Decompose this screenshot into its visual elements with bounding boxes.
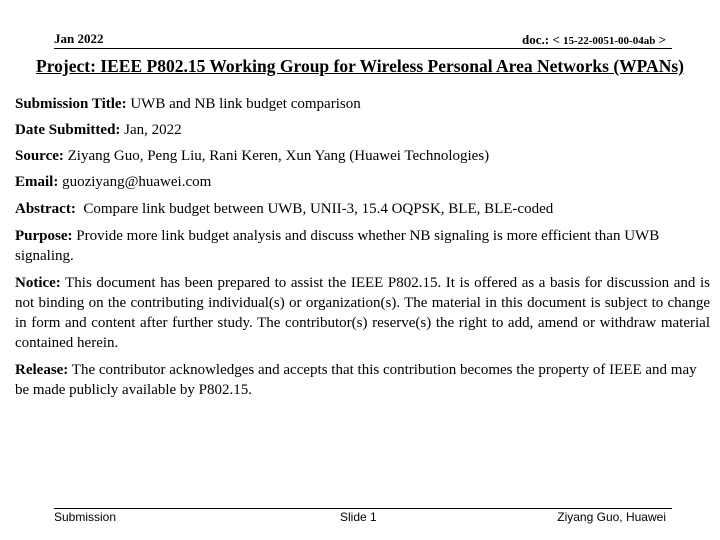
- date-submitted-label: Date Submitted:: [15, 122, 121, 138]
- source-value: Ziyang Guo, Peng Liu, Rani Keren, Xun Yang (Huawei Technologies): [67, 148, 490, 164]
- email-value: guoziyang@huawei.com: [62, 174, 212, 190]
- header-divider: [54, 48, 672, 49]
- source-label: Source:: [15, 148, 64, 164]
- release-value: The contributor acknowledges and accepts that this contribution becomes the property of IEEE and may be made publicly available by P802.15.: [15, 362, 697, 398]
- page-title: Project: IEEE P802.15 Working Group for Wireless Personal Area Networks (WPANs): [36, 56, 684, 76]
- notice-value: This document has been prepared to assist the IEEE P802.15. It is offered as a basis for discussion and is not binding on the contributing individual(s) or organization(s). The material in this document is subject to change in form and content after further study. The contributor(s) reserve(s) the right to add, amend or withdraw material contained herein.: [15, 275, 710, 351]
- footer-author: Ziyang Guo, Huawei: [557, 510, 666, 524]
- abstract-label: Abstract:: [15, 201, 76, 217]
- abstract-row: [15, 199, 710, 219]
- date-submitted-row: [15, 120, 710, 140]
- purpose-value: Provide more link budget analysis and discuss whether NB signaling is more efficient than UWB signaling.: [15, 228, 660, 264]
- submission-title-label: Submission Title:: [15, 96, 127, 112]
- email-row: [15, 172, 710, 192]
- footer-slide-number: Slide 1: [340, 510, 377, 524]
- footer-submission: Submission: [54, 510, 117, 524]
- notice-row: [15, 273, 710, 353]
- notice-label: Notice:: [15, 275, 61, 291]
- purpose-row: [15, 226, 710, 266]
- date-submitted-value: Jan, 2022: [124, 122, 182, 138]
- submission-title-row: [15, 94, 710, 114]
- release-row: [15, 360, 710, 400]
- doc-prefix: doc.: <: [522, 32, 560, 47]
- source-row: [15, 146, 710, 166]
- doc-suffix: >: [658, 32, 666, 47]
- purpose-label: Purpose:: [15, 228, 73, 244]
- header-doc-id: [522, 32, 666, 48]
- submission-title-value: UWB and NB link budget comparison: [130, 96, 361, 112]
- doc-number: 15-22-0051-00-04ab: [563, 35, 656, 47]
- header-date: Jan 2022: [54, 31, 104, 46]
- release-label: Release:: [15, 362, 69, 378]
- abstract-value: Compare link budget between UWB, UNII-3, 15.4 OQPSK, BLE, BLE-coded: [83, 201, 554, 217]
- document-body: [15, 94, 710, 407]
- email-label: Email:: [15, 174, 59, 190]
- footer-divider: [54, 508, 672, 509]
